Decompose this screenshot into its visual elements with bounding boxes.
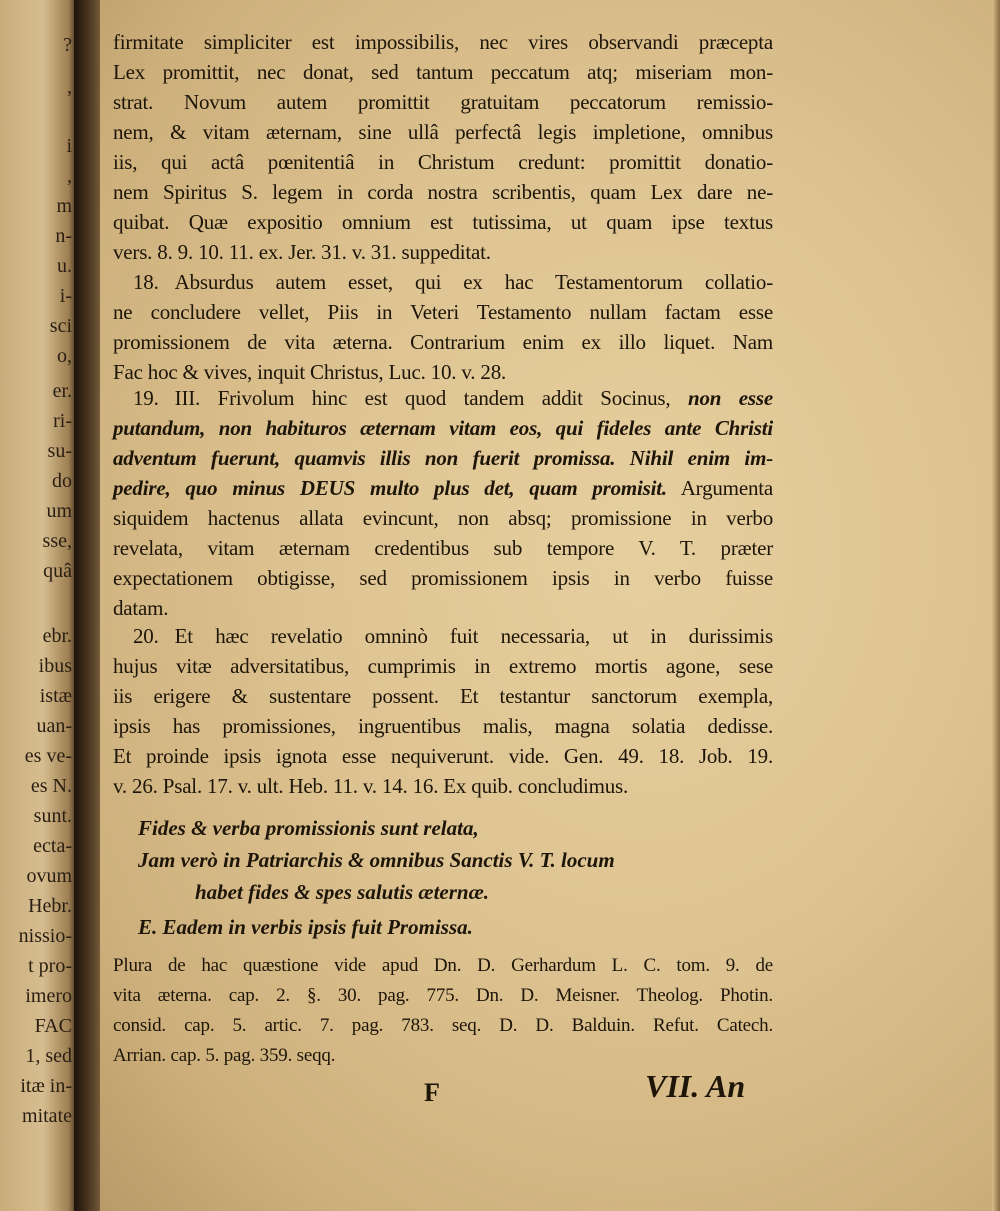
paragraph-20-first-line: 20. Et hæc revelatio omninò fuit necessaria, ut in durissimis bbox=[133, 624, 773, 648]
left-page-line: imero bbox=[25, 985, 72, 1007]
left-page-fragment bbox=[0, 0, 78, 1211]
reference-note-line: Plura de hac quæstione vide apud Dn. D. Gerhardum L. C. tom. 9. de bbox=[113, 955, 773, 976]
left-page-line: itæ in- bbox=[20, 1075, 72, 1097]
text-line: quibat. Quæ expositio omnium est tutissima, ut quam ipse textus bbox=[113, 210, 773, 234]
text-line: iis, qui actâ pœnitentiâ in Christum credunt: promittit donatio- bbox=[113, 150, 773, 174]
paragraph-number: 18. bbox=[133, 270, 159, 294]
left-page-line: es ve- bbox=[24, 745, 72, 767]
text-line: datam. bbox=[113, 596, 169, 620]
text-line: Fac hoc & vives, inquit Christus, Luc. 10. v. 28. bbox=[113, 360, 507, 384]
left-page-line: i- bbox=[59, 285, 72, 307]
left-page-line: t pro- bbox=[28, 955, 72, 977]
syllogism-minor-premise-cont: habet fides & spes salutis æternæ. bbox=[195, 880, 490, 904]
left-page-line: sse, bbox=[42, 530, 72, 552]
left-page-line: o, bbox=[57, 345, 72, 367]
reference-note-line: Arrian. cap. 5. pag. 359. seqq. bbox=[113, 1045, 336, 1066]
left-page-line: er. bbox=[52, 380, 72, 402]
page-edge bbox=[992, 0, 1000, 1211]
left-page-line: 1, sed bbox=[25, 1045, 72, 1067]
text-line: Lex promittit, nec donat, sed tantum peccatum atq; miseriam mon- bbox=[113, 60, 773, 84]
left-page-line: , bbox=[67, 165, 72, 187]
left-page-text bbox=[0, 0, 78, 1211]
paragraph-18-first-line: 18. Absurdus autem esset, qui ex hac Testamentorum collatio- bbox=[133, 270, 773, 294]
left-page-line: mitate bbox=[22, 1105, 72, 1127]
text-line: v. 26. Psal. 17. v. ult. Heb. 11. v. 14. 16. Ex quib. concludimus. bbox=[113, 774, 629, 798]
syllogism-major-premise: Fides & verba promissionis sunt relata, bbox=[138, 816, 479, 840]
left-page-line: ebr. bbox=[42, 625, 72, 647]
left-page-line: ecta- bbox=[33, 835, 72, 857]
left-page-line: n- bbox=[55, 225, 72, 247]
left-page-line: nissio- bbox=[18, 925, 72, 947]
text-line-italic: adventum fuerunt, quamvis illis non fuerit promissa. Nihil enim im- bbox=[113, 446, 773, 470]
left-page-line: ibus bbox=[38, 655, 72, 677]
left-page-line: u. bbox=[57, 255, 72, 277]
left-page-line: es N. bbox=[30, 775, 72, 797]
text-line: expectationem obtigisse, sed promissionem ipsis in verbo fuisse bbox=[113, 566, 773, 590]
paragraph-number: 19. bbox=[133, 386, 159, 410]
text-line: hujus vitæ adversitatibus, cumprimis in extremo mortis agone, sese bbox=[113, 654, 773, 678]
syllogism-minor-premise: Jam verò in Patriarchis & omnibus Sanctis V. T. locum bbox=[138, 848, 615, 872]
left-page-line: sci bbox=[49, 315, 72, 337]
text-line: nem, & vitam æternam, sine ullâ perfectâ legis impletione, omnibus bbox=[113, 120, 773, 144]
paragraph-19-first-line: 19. III. Frivolum hinc est quod tandem addit Socinus, non esse bbox=[133, 386, 773, 410]
left-page-line: ri- bbox=[53, 410, 72, 432]
text-line: vers. 8. 9. 10. 11. ex. Jer. 31. v. 31. suppeditat. bbox=[113, 240, 491, 264]
left-page-line: do bbox=[52, 470, 72, 492]
left-page-line: i bbox=[66, 135, 72, 157]
left-page-line: su- bbox=[47, 440, 72, 462]
left-page-line: m bbox=[56, 195, 72, 217]
catchword: VII. An bbox=[645, 1068, 746, 1104]
text-line: firmitate simpliciter est impossibilis, nec vires observandi præcepta bbox=[113, 30, 773, 54]
left-page-line: ? bbox=[63, 34, 72, 56]
left-page-line: istæ bbox=[39, 685, 72, 707]
text-line-italic: putandum, non habituros æternam vitam eos, qui fideles ante Christi bbox=[113, 416, 773, 440]
left-page-line: ovum bbox=[26, 865, 72, 887]
reference-note-line: vita æterna. cap. 2. §. 30. pag. 775. Dn. D. Meisner. Theolog. Photin. bbox=[113, 985, 773, 1006]
text-line: iis erigere & sustentare possent. Et testantur sanctorum exempla, bbox=[113, 684, 773, 708]
syllogism-conclusion: E. Eadem in verbis ipsis fuit Promissa. bbox=[138, 915, 473, 939]
text-line: revelata, vitam æternam credentibus sub tempore V. T. præter bbox=[113, 536, 773, 560]
left-page-line: uan- bbox=[36, 715, 72, 737]
text-line-mixed: pedire, quo minus DEUS multo plus det, quam promisit. Argumenta bbox=[113, 476, 773, 500]
left-page-line: FAC bbox=[34, 1015, 72, 1037]
reference-note-line: consid. cap. 5. artic. 7. pag. 783. seq. D. D. Balduin. Refut. Catech. bbox=[113, 1015, 773, 1036]
left-page-line: quâ bbox=[43, 560, 72, 582]
text-line: Et proinde ipsis ignota esse nequiverunt. vide. Gen. 49. 18. Job. 19. bbox=[113, 744, 773, 768]
text-line: promissionem de vita æterna. Contrarium enim ex illo liquet. Nam bbox=[113, 330, 773, 354]
left-page-line: , bbox=[67, 76, 72, 98]
left-page-line: sunt. bbox=[33, 805, 72, 827]
text-line: nem Spiritus S. legem in corda nostra scribentis, quam Lex dare ne- bbox=[113, 180, 773, 204]
text-line: siquidem hactenus allata evincunt, non absq; promissione in verbo bbox=[113, 506, 773, 530]
text-line: ipsis has promissiones, ingruentibus malis, magna solatia dedisse. bbox=[113, 714, 773, 738]
text-line: strat. Novum autem promittit gratuitam peccatorum remissio- bbox=[113, 90, 773, 114]
text-line: ne concludere vellet, Piis in Veteri Testamento nullam factam esse bbox=[113, 300, 773, 324]
signature-mark: F bbox=[424, 1078, 440, 1107]
left-page-line: um bbox=[46, 500, 72, 522]
paragraph-number: 20. bbox=[133, 624, 159, 648]
left-page-line: Hebr. bbox=[28, 895, 72, 917]
